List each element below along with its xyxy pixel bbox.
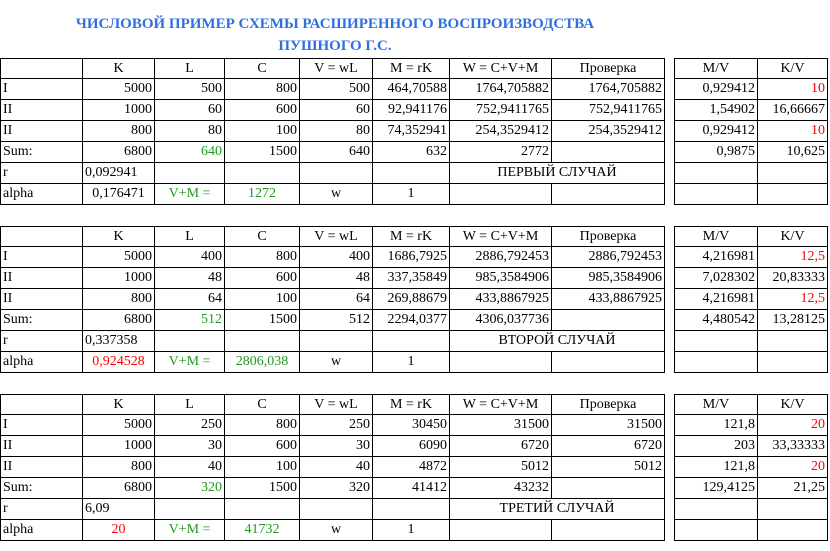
empty-cell[interactable] xyxy=(300,499,373,520)
column-header[interactable]: K xyxy=(83,394,155,415)
r-label[interactable]: r xyxy=(0,499,83,520)
column-header[interactable]: L xyxy=(155,58,225,79)
empty-cell[interactable] xyxy=(758,352,828,373)
empty-cell[interactable] xyxy=(674,331,758,352)
ratio-kv-cell[interactable]: 10 xyxy=(758,121,828,142)
column-header[interactable]: C xyxy=(225,58,300,79)
sum-k[interactable]: 6800 xyxy=(83,478,155,499)
ratio-kv-cell[interactable]: 12,5 xyxy=(758,247,828,268)
gap-cell[interactable] xyxy=(665,100,674,121)
column-header[interactable]: M = rK xyxy=(373,394,450,415)
case-label[interactable]: ТРЕТИЙ СЛУЧАЙ xyxy=(450,499,665,520)
data-cell[interactable]: 464,70588 xyxy=(373,79,450,100)
data-cell[interactable]: 40 xyxy=(155,457,225,478)
sum-kv[interactable]: 21,25 xyxy=(758,478,828,499)
column-header[interactable]: W = C+V+M xyxy=(450,58,552,79)
gap-cell[interactable] xyxy=(665,58,674,79)
empty-cell[interactable] xyxy=(300,331,373,352)
sheet-title-line-1: ЧИСЛОВОЙ ПРИМЕР СХЕМЫ РАСШИРЕННОГО ВОСПРОИЗВОДСТВА xyxy=(75,16,595,32)
data-cell[interactable]: 5000 xyxy=(83,247,155,268)
sum-w[interactable]: 2772 xyxy=(450,142,552,163)
column-header[interactable]: K xyxy=(83,226,155,247)
data-cell[interactable]: 6090 xyxy=(373,436,450,457)
data-cell[interactable]: 30 xyxy=(300,436,373,457)
sum-k[interactable]: 6800 xyxy=(83,142,155,163)
ratio-kv-cell[interactable]: 16,66667 xyxy=(758,100,828,121)
gap-cell[interactable] xyxy=(665,79,674,100)
data-cell[interactable]: 600 xyxy=(225,268,300,289)
data-cell[interactable]: 100 xyxy=(225,457,300,478)
data-cell[interactable]: 64 xyxy=(155,289,225,310)
sum-label[interactable]: Sum: xyxy=(0,142,83,163)
data-cell[interactable]: 433,8867925 xyxy=(552,289,665,310)
column-header-kv[interactable]: K/V xyxy=(758,226,828,247)
column-header-mv[interactable]: M/V xyxy=(674,226,758,247)
empty-cell[interactable] xyxy=(373,331,450,352)
sum-w[interactable]: 43232 xyxy=(450,478,552,499)
ratio-mv-cell[interactable]: 121,8 xyxy=(674,415,758,436)
ratio-mv-cell[interactable]: 4,216981 xyxy=(674,247,758,268)
data-cell[interactable]: 800 xyxy=(83,121,155,142)
empty-cell[interactable] xyxy=(758,331,828,352)
empty-cell[interactable] xyxy=(450,184,552,205)
data-cell[interactable]: 30 xyxy=(155,436,225,457)
r-value[interactable]: 0,337358 xyxy=(83,331,155,352)
data-cell[interactable]: 100 xyxy=(225,121,300,142)
column-header[interactable]: V = wL xyxy=(300,58,373,79)
ratio-mv-cell[interactable]: 4,216981 xyxy=(674,289,758,310)
alpha-value[interactable]: 0,176471 xyxy=(83,184,155,205)
empty-cell[interactable] xyxy=(155,163,225,184)
w-label[interactable]: w xyxy=(300,352,373,373)
column-header[interactable]: M = rK xyxy=(373,58,450,79)
vm-label[interactable]: V+M = xyxy=(155,520,225,541)
column-header[interactable]: L xyxy=(155,226,225,247)
empty-cell[interactable] xyxy=(373,163,450,184)
data-cell[interactable]: 800 xyxy=(225,247,300,268)
empty-cell[interactable] xyxy=(225,163,300,184)
data-cell[interactable]: 2886,792453 xyxy=(552,247,665,268)
sum-m[interactable]: 2294,0377 xyxy=(373,310,450,331)
data-cell[interactable]: 254,3529412 xyxy=(552,121,665,142)
case-label[interactable]: ВТОРОЙ СЛУЧАЙ xyxy=(450,331,665,352)
data-cell[interactable]: 31500 xyxy=(552,415,665,436)
gap-cell[interactable] xyxy=(665,520,674,541)
vm-value[interactable]: 41732 xyxy=(225,520,300,541)
gap-cell[interactable] xyxy=(665,289,674,310)
empty-cell[interactable] xyxy=(373,499,450,520)
sum-mv[interactable]: 129,4125 xyxy=(674,478,758,499)
vm-label[interactable]: V+M = xyxy=(155,352,225,373)
data-cell[interactable]: 254,3529412 xyxy=(450,121,552,142)
case-label[interactable]: ПЕРВЫЙ СЛУЧАЙ xyxy=(450,163,665,184)
ratio-kv-cell[interactable]: 10 xyxy=(758,79,828,100)
data-cell[interactable]: 64 xyxy=(300,289,373,310)
data-cell[interactable]: 500 xyxy=(155,79,225,100)
column-header[interactable]: Проверка xyxy=(552,394,665,415)
gap-cell[interactable] xyxy=(665,478,674,499)
ratio-kv-cell[interactable]: 20 xyxy=(758,415,828,436)
data-cell[interactable]: 1000 xyxy=(83,436,155,457)
gap-cell[interactable] xyxy=(665,415,674,436)
sum-v[interactable]: 320 xyxy=(300,478,373,499)
r-value[interactable]: 0,092941 xyxy=(83,163,155,184)
empty-cell[interactable] xyxy=(674,163,758,184)
data-cell[interactable]: 337,35849 xyxy=(373,268,450,289)
empty-cell[interactable] xyxy=(758,499,828,520)
column-header[interactable]: V = wL xyxy=(300,394,373,415)
sum-label[interactable]: Sum: xyxy=(0,310,83,331)
data-cell[interactable]: 1000 xyxy=(83,100,155,121)
w-value[interactable]: 1 xyxy=(373,520,450,541)
column-header-kv[interactable]: K/V xyxy=(758,394,828,415)
column-header[interactable]: C xyxy=(225,394,300,415)
data-cell[interactable]: 5012 xyxy=(450,457,552,478)
data-cell[interactable]: 600 xyxy=(225,100,300,121)
sum-kv[interactable]: 13,28125 xyxy=(758,310,828,331)
vm-value[interactable]: 1272 xyxy=(225,184,300,205)
gap-cell[interactable] xyxy=(665,394,674,415)
data-cell[interactable]: 4872 xyxy=(373,457,450,478)
gap-cell[interactable] xyxy=(665,163,674,184)
ratio-kv-cell[interactable]: 12,5 xyxy=(758,289,828,310)
sum-l[interactable]: 512 xyxy=(155,310,225,331)
data-cell[interactable]: 800 xyxy=(225,415,300,436)
data-cell[interactable]: 80 xyxy=(300,121,373,142)
data-cell[interactable]: 60 xyxy=(300,100,373,121)
ratio-kv-cell[interactable]: 33,33333 xyxy=(758,436,828,457)
sum-l[interactable]: 640 xyxy=(155,142,225,163)
empty-cell[interactable] xyxy=(450,352,552,373)
data-cell[interactable]: 31500 xyxy=(450,415,552,436)
column-header[interactable]: Проверка xyxy=(552,58,665,79)
empty-cell[interactable] xyxy=(552,310,665,331)
data-cell[interactable]: 5000 xyxy=(83,415,155,436)
data-cell[interactable]: 100 xyxy=(225,289,300,310)
empty-cell[interactable] xyxy=(552,478,665,499)
column-header[interactable]: W = C+V+M xyxy=(450,394,552,415)
row-label[interactable]: I xyxy=(0,79,83,100)
data-cell[interactable]: 752,9411765 xyxy=(552,100,665,121)
data-cell[interactable]: 269,88679 xyxy=(373,289,450,310)
data-cell[interactable]: 400 xyxy=(300,247,373,268)
r-value[interactable]: 6,09 xyxy=(83,499,155,520)
sheet-title-line-2: ПУШНОГО Г.С. xyxy=(278,38,392,54)
row-label[interactable]: II xyxy=(0,100,83,121)
data-cell[interactable]: 250 xyxy=(155,415,225,436)
gap-cell[interactable] xyxy=(665,457,674,478)
data-cell[interactable]: 1686,7925 xyxy=(373,247,450,268)
r-label[interactable]: r xyxy=(0,331,83,352)
gap-cell[interactable] xyxy=(665,352,674,373)
ratio-mv-cell[interactable]: 7,028302 xyxy=(674,268,758,289)
sum-c[interactable]: 1500 xyxy=(225,310,300,331)
data-cell[interactable]: 5000 xyxy=(83,79,155,100)
gap-cell[interactable] xyxy=(665,268,674,289)
column-header[interactable]: L xyxy=(155,394,225,415)
sum-k[interactable]: 6800 xyxy=(83,310,155,331)
header-empty-cell[interactable] xyxy=(0,226,83,247)
data-cell[interactable]: 40 xyxy=(300,457,373,478)
empty-cell[interactable] xyxy=(155,331,225,352)
data-cell[interactable]: 48 xyxy=(300,268,373,289)
data-cell[interactable]: 92,941176 xyxy=(373,100,450,121)
empty-cell[interactable] xyxy=(552,352,665,373)
data-cell[interactable]: 1764,705882 xyxy=(552,79,665,100)
w-value[interactable]: 1 xyxy=(373,184,450,205)
data-cell[interactable]: 985,3584906 xyxy=(552,268,665,289)
r-label[interactable]: r xyxy=(0,163,83,184)
sum-v[interactable]: 512 xyxy=(300,310,373,331)
data-cell[interactable]: 985,3584906 xyxy=(450,268,552,289)
data-cell[interactable]: 500 xyxy=(300,79,373,100)
empty-cell[interactable] xyxy=(674,352,758,373)
sum-l[interactable]: 320 xyxy=(155,478,225,499)
row-label[interactable]: II xyxy=(0,268,83,289)
data-cell[interactable]: 800 xyxy=(83,457,155,478)
empty-cell[interactable] xyxy=(552,142,665,163)
sum-c[interactable]: 1500 xyxy=(225,142,300,163)
sum-mv[interactable]: 0,9875 xyxy=(674,142,758,163)
sum-kv[interactable]: 10,625 xyxy=(758,142,828,163)
empty-cell[interactable] xyxy=(450,520,552,541)
row-label[interactable]: II xyxy=(0,289,83,310)
row-label[interactable]: II xyxy=(0,121,83,142)
column-header[interactable]: K xyxy=(83,58,155,79)
sum-label[interactable]: Sum: xyxy=(0,478,83,499)
w-label[interactable]: w xyxy=(300,520,373,541)
column-header[interactable]: Проверка xyxy=(552,226,665,247)
empty-cell[interactable] xyxy=(674,184,758,205)
data-cell[interactable]: 6720 xyxy=(552,436,665,457)
data-cell[interactable]: 1764,705882 xyxy=(450,79,552,100)
alpha-value[interactable]: 20 xyxy=(83,520,155,541)
ratio-mv-cell[interactable]: 121,8 xyxy=(674,457,758,478)
row-label[interactable]: I xyxy=(0,415,83,436)
empty-cell[interactable] xyxy=(674,499,758,520)
header-empty-cell[interactable] xyxy=(0,58,83,79)
empty-cell[interactable] xyxy=(552,184,665,205)
data-cell[interactable]: 433,8867925 xyxy=(450,289,552,310)
sum-v[interactable]: 640 xyxy=(300,142,373,163)
column-header[interactable]: V = wL xyxy=(300,226,373,247)
ratio-kv-cell[interactable]: 20,83333 xyxy=(758,268,828,289)
data-cell[interactable]: 74,352941 xyxy=(373,121,450,142)
gap-cell[interactable] xyxy=(665,436,674,457)
sum-m[interactable]: 41412 xyxy=(373,478,450,499)
ratio-mv-cell[interactable]: 1,54902 xyxy=(674,100,758,121)
empty-cell[interactable] xyxy=(225,331,300,352)
column-header[interactable]: C xyxy=(225,226,300,247)
empty-cell[interactable] xyxy=(758,184,828,205)
row-label[interactable]: II xyxy=(0,457,83,478)
empty-cell[interactable] xyxy=(758,520,828,541)
empty-cell[interactable] xyxy=(225,499,300,520)
data-cell[interactable]: 600 xyxy=(225,436,300,457)
w-value[interactable]: 1 xyxy=(373,352,450,373)
alpha-label[interactable]: alpha xyxy=(0,184,83,205)
data-cell[interactable]: 6720 xyxy=(450,436,552,457)
empty-cell[interactable] xyxy=(155,499,225,520)
data-cell[interactable]: 80 xyxy=(155,121,225,142)
header-empty-cell[interactable] xyxy=(0,394,83,415)
alpha-label[interactable]: alpha xyxy=(0,352,83,373)
vm-label[interactable]: V+M = xyxy=(155,184,225,205)
ratio-kv-cell[interactable]: 20 xyxy=(758,457,828,478)
data-cell[interactable]: 5012 xyxy=(552,457,665,478)
gap-cell[interactable] xyxy=(665,310,674,331)
sum-m[interactable]: 632 xyxy=(373,142,450,163)
data-cell[interactable]: 752,9411765 xyxy=(450,100,552,121)
column-header-mv[interactable]: M/V xyxy=(674,394,758,415)
column-header-kv[interactable]: K/V xyxy=(758,58,828,79)
row-label[interactable]: I xyxy=(0,247,83,268)
empty-cell[interactable] xyxy=(674,520,758,541)
column-header[interactable]: W = C+V+M xyxy=(450,226,552,247)
gap-cell[interactable] xyxy=(665,184,674,205)
data-cell[interactable]: 60 xyxy=(155,100,225,121)
alpha-label[interactable]: alpha xyxy=(0,520,83,541)
empty-cell[interactable] xyxy=(552,520,665,541)
column-header-mv[interactable]: M/V xyxy=(674,58,758,79)
w-label[interactable]: w xyxy=(300,184,373,205)
empty-cell[interactable] xyxy=(300,163,373,184)
alpha-value[interactable]: 0,924528 xyxy=(83,352,155,373)
gap-cell[interactable] xyxy=(665,142,674,163)
vm-value[interactable]: 2806,038 xyxy=(225,352,300,373)
gap-cell[interactable] xyxy=(665,226,674,247)
data-cell[interactable]: 400 xyxy=(155,247,225,268)
data-cell[interactable]: 2886,792453 xyxy=(450,247,552,268)
row-label[interactable]: II xyxy=(0,436,83,457)
column-header[interactable]: M = rK xyxy=(373,226,450,247)
data-cell[interactable]: 1000 xyxy=(83,268,155,289)
gap-cell[interactable] xyxy=(665,247,674,268)
ratio-mv-cell[interactable]: 203 xyxy=(674,436,758,457)
sum-w[interactable]: 4306,037736 xyxy=(450,310,552,331)
gap-cell[interactable] xyxy=(665,499,674,520)
sum-mv[interactable]: 4,480542 xyxy=(674,310,758,331)
ratio-mv-cell[interactable]: 0,929412 xyxy=(674,121,758,142)
data-cell[interactable]: 48 xyxy=(155,268,225,289)
data-cell[interactable]: 800 xyxy=(83,289,155,310)
data-cell[interactable]: 30450 xyxy=(373,415,450,436)
gap-cell[interactable] xyxy=(665,331,674,352)
gap-cell[interactable] xyxy=(665,121,674,142)
empty-cell[interactable] xyxy=(758,163,828,184)
data-cell[interactable]: 250 xyxy=(300,415,373,436)
data-cell[interactable]: 800 xyxy=(225,79,300,100)
ratio-mv-cell[interactable]: 0,929412 xyxy=(674,79,758,100)
sum-c[interactable]: 1500 xyxy=(225,478,300,499)
